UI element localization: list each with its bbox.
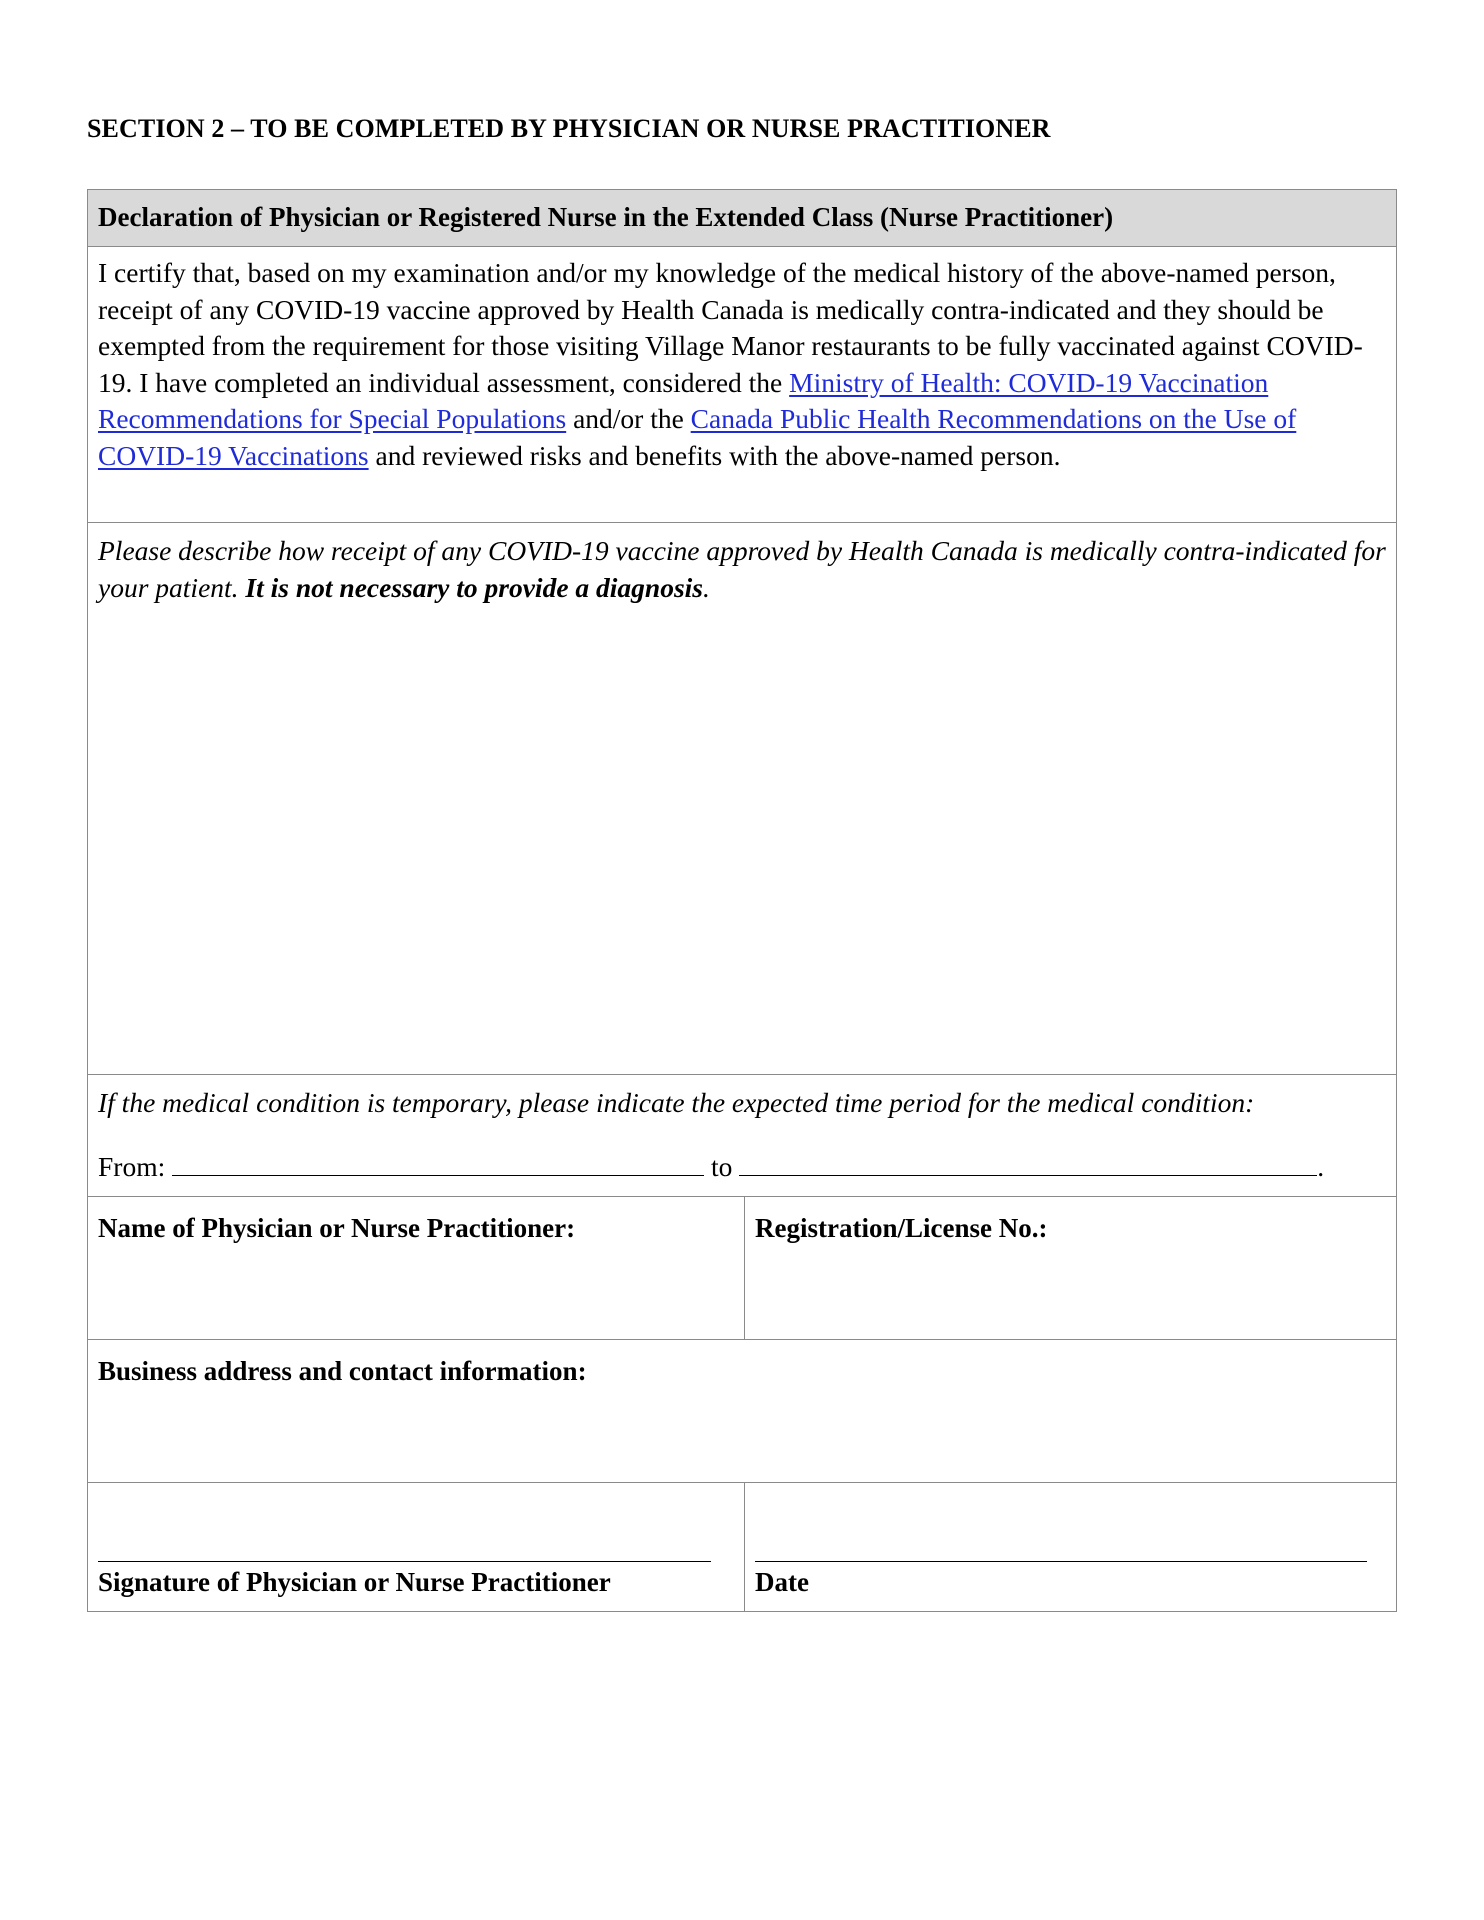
period-end-punctuation: . bbox=[1317, 1151, 1325, 1182]
name-registration-row bbox=[88, 1196, 1396, 1339]
section-title: SECTION 2 – TO BE COMPLETED BY PHYSICIAN OR NURSE PRACTITIONER bbox=[87, 114, 1051, 143]
ministry-of-health-link[interactable]: Ministry of Health: COVID-19 Vaccination Recommendations for Special Populations bbox=[98, 366, 1269, 434]
signature-field[interactable] bbox=[88, 1483, 745, 1611]
business-address-field[interactable] bbox=[88, 1339, 1396, 1482]
practitioner-name-field[interactable] bbox=[88, 1197, 745, 1339]
signature-date-row bbox=[88, 1482, 1396, 1611]
from-date-field[interactable] bbox=[172, 1151, 704, 1176]
business-address-label: Business address and contact information: bbox=[98, 1356, 587, 1386]
date-line bbox=[755, 1561, 1367, 1562]
contraindication-description-field[interactable] bbox=[88, 522, 1396, 1074]
registration-number-field[interactable] bbox=[745, 1197, 1396, 1339]
description-prompt-bold: It is not necessary to provide a diagnosis bbox=[245, 571, 704, 603]
from-label: From: bbox=[98, 1151, 166, 1182]
date-label: Date bbox=[755, 1567, 809, 1597]
to-date-field[interactable] bbox=[739, 1151, 1317, 1176]
description-prompt-end: . bbox=[703, 571, 710, 603]
temporary-condition-question: If the medical condition is temporary, please indicate the expected time period for the medical condition: bbox=[98, 1087, 1255, 1118]
signature-label: Signature of Physician or Nurse Practitioner bbox=[98, 1567, 611, 1597]
certification-text bbox=[88, 246, 1396, 522]
certification-text-part1: I certify that, based on my examination and/or my knowledge of the medical history of the above-named person, receipt of any COVID-19 vaccine approved by Health Canada is medically contra-indicated and they should be exempted from the requirement for those visiting Village Manor restaurants to be fully vaccinated against COVID-19. I have completed an individual assessment, considered the bbox=[98, 257, 1363, 398]
signature-line bbox=[98, 1561, 711, 1562]
to-label: to bbox=[710, 1151, 733, 1182]
practitioner-name-label: Name of Physician or Nurse Practitioner: bbox=[98, 1213, 576, 1243]
certification-text-part3: and reviewed risks and benefits with the above-named person. bbox=[375, 439, 1061, 471]
registration-number-label: Registration/License No.: bbox=[755, 1213, 1048, 1243]
certification-text-part2: and/or the bbox=[573, 403, 684, 434]
date-field[interactable] bbox=[745, 1483, 1396, 1611]
canada-public-health-link[interactable]: Canada Public Health Recommendations on the Use of COVID-19 Vaccinations bbox=[98, 403, 1297, 471]
declaration-header: Declaration of Physician or Registered Nurse in the Extended Class (Nurse Practitioner) bbox=[88, 190, 1396, 246]
description-prompt: Please describe how receipt of any COVID-19 vaccine approved by Health Canada is medically contra-indicated for your patient. bbox=[98, 535, 1386, 603]
temporary-condition-section bbox=[88, 1074, 1396, 1196]
time-period-line bbox=[98, 1149, 1324, 1185]
declaration-form bbox=[87, 189, 1397, 1612]
